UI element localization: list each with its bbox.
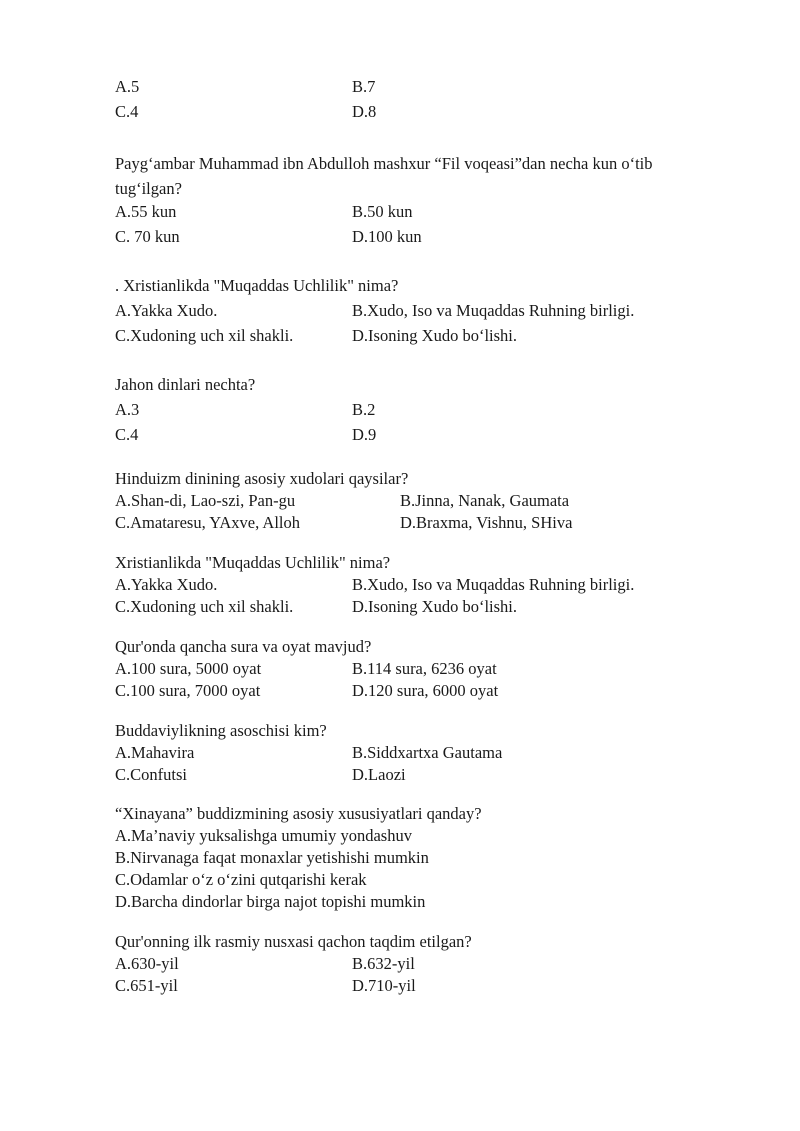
question-text: Hinduizm dinining asosiy xudolari qaysilar? (115, 469, 409, 488)
option-a: A.5 (115, 77, 140, 96)
option-d: D.8 (352, 102, 377, 121)
option-a: A.Ma’naviy yuksalishga umumiy yondashuv (115, 826, 412, 845)
question-text: Qur'onning ilk rasmiy nusxasi qachon taqdim etilgan? (115, 932, 472, 951)
option-b: B.114 sura, 6236 oyat (352, 659, 497, 678)
option-d: D.9 (352, 425, 377, 444)
option-c: C.651-yil (115, 976, 178, 995)
question-text: Payg‘ambar Muhammad ibn Abdulloh mashxur “Fil voqeasi”dan necha kun o‘tib tug‘ilgan? (115, 154, 653, 198)
option-a: A.Mahavira (115, 743, 195, 762)
option-a: A.Yakka Xudo. (115, 575, 218, 594)
option-b: B.Xudo, Iso va Muqaddas Ruhning birligi. (352, 575, 635, 594)
question-text: Qur'onda qancha sura va oyat mavjud? (115, 637, 372, 656)
question-text: . Xristianlikda "Muqaddas Uchlilik" nima? (115, 276, 399, 295)
option-a: A.3 (115, 400, 140, 419)
option-b: B.2 (352, 400, 376, 419)
option-b: B.7 (352, 77, 376, 96)
option-c: C.Amataresu, YAxve, Alloh (115, 513, 300, 532)
option-a: A.630-yil (115, 954, 179, 973)
option-d: D.Barcha dindorlar birga najot topishi mumkin (115, 892, 426, 911)
option-b: B.Jinna, Nanak, Gaumata (400, 491, 570, 510)
option-b: B.Xudo, Iso va Muqaddas Ruhning birligi. (352, 301, 635, 320)
option-c: C.100 sura, 7000 oyat (115, 681, 261, 700)
option-b: B.Nirvanaga faqat monaxlar yetishishi mumkin (115, 848, 429, 867)
option-b: B.632-yil (352, 954, 415, 973)
option-d: D.100 kun (352, 227, 422, 246)
option-c: C. 70 kun (115, 227, 180, 246)
option-b: B.Siddxartxa Gautama (352, 743, 503, 762)
option-b: B.50 kun (352, 202, 413, 221)
option-c: C.Xudoning uch xil shakli. (115, 326, 294, 345)
option-a: A.Yakka Xudo. (115, 301, 218, 320)
question-text: Xristianlikda "Muqaddas Uchlilik" nima? (115, 553, 391, 572)
option-d: D.Braxma, Vishnu, SHiva (400, 513, 573, 532)
option-a: A.Shan-di, Lao-szi, Pan-gu (115, 491, 296, 510)
option-a: A.100 sura, 5000 oyat (115, 659, 262, 678)
option-d: D.Laozi (352, 765, 406, 784)
option-d: D.Isoning Xudo bo‘lishi. (352, 326, 517, 345)
question-text: Buddaviylikning asoschisi kim? (115, 721, 327, 740)
option-d: D.Isoning Xudo bo‘lishi. (352, 597, 517, 616)
option-c: C.4 (115, 425, 139, 444)
option-c: C.4 (115, 102, 139, 121)
question-text: Jahon dinlari nechta? (115, 375, 256, 394)
option-c: C.Odamlar o‘z o‘zini qutqarishi kerak (115, 870, 367, 889)
option-d: D.710-yil (352, 976, 416, 995)
option-d: D.120 sura, 6000 oyat (352, 681, 499, 700)
option-a: A.55 kun (115, 202, 177, 221)
option-c: C.Xudoning uch xil shakli. (115, 597, 294, 616)
option-c: C.Confutsi (115, 765, 187, 784)
question-text: “Xinayana” buddizmining asosiy xususiyatlari qanday? (115, 804, 482, 823)
